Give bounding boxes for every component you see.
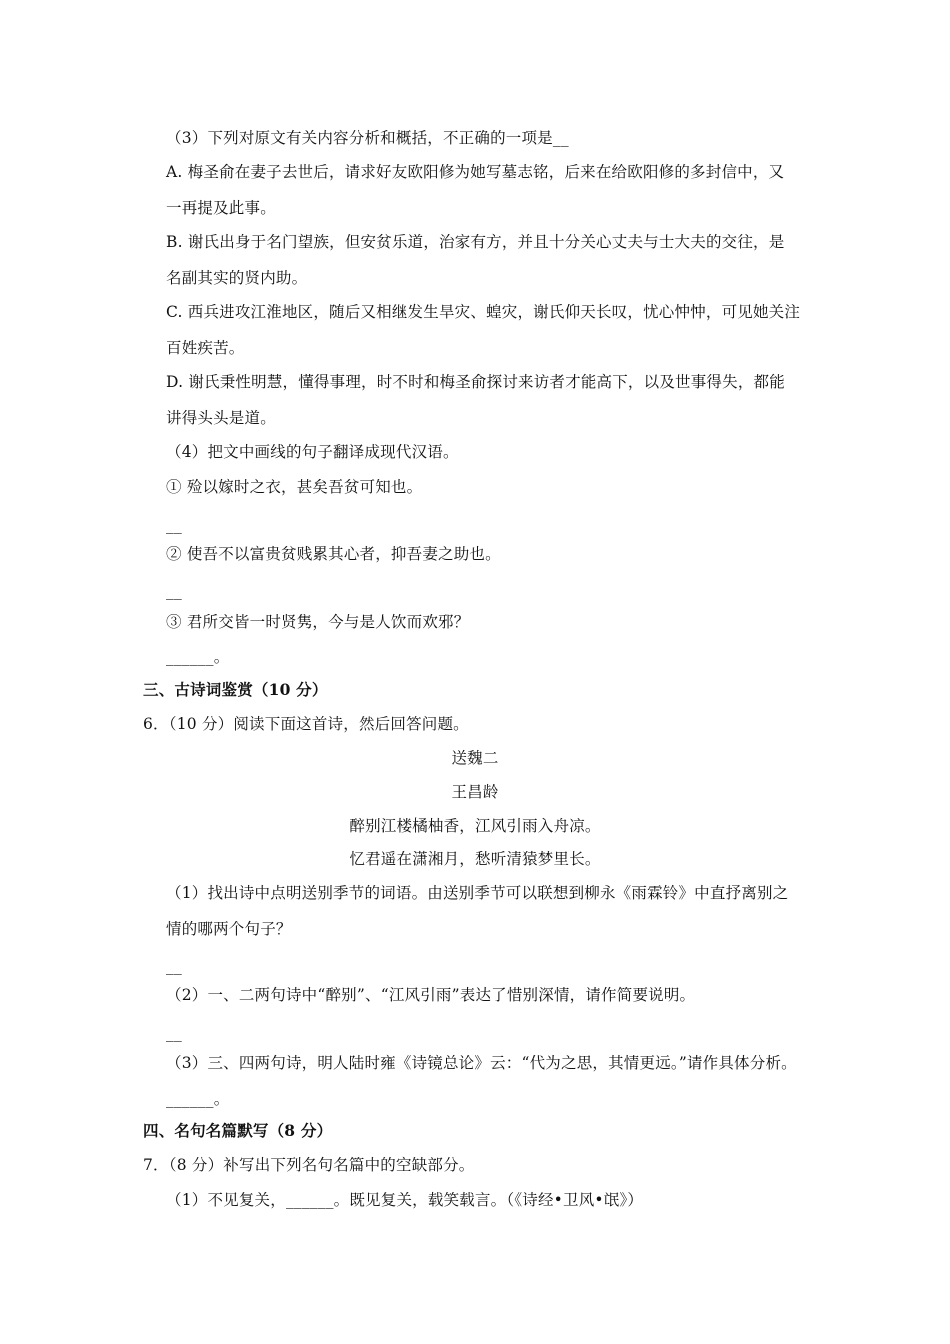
q6-sub3: （3）三、四两句诗，明人陆时雍《诗镜总论》云：“代为之思，其情更远。”请作具体分析。 xyxy=(166,1054,797,1072)
answer-blank: ______。 xyxy=(166,1090,230,1108)
q5-sub3-option-d-cont: 讲得头头是道。 xyxy=(166,409,276,427)
q5-sub3-option-b-cont: 名副其实的贤内助。 xyxy=(166,269,308,287)
q5-sub3-option-d: D. 谢氏秉性明慧，懂得事理，时不时和梅圣俞探讨来访者才能高下，以及世事得失，都能 xyxy=(166,373,785,391)
q5-sub4-stem: （4）把文中画线的句子翻译成现代汉语。 xyxy=(166,443,459,461)
q5-sub3-option-b: B. 谢氏出身于名门望族，但安贫乐道，治家有方，并且十分关心丈夫与士大夫的交往，是 xyxy=(166,233,785,251)
q6-sub1: （1）找出诗中点明送别季节的词语。由送别季节可以联想到柳永《雨霖铃》中直抒离别之 xyxy=(166,884,789,902)
poem-title: 送魏二 xyxy=(451,749,499,767)
q5-sub3-stem: （3）下列对原文有关内容分析和概括，不正确的一项是__ xyxy=(166,129,569,147)
poem-line-2: 忆君遥在潇湘月，愁听清猿梦里长。 xyxy=(349,850,601,868)
q5-sub3-option-a-cont: 一再提及此事。 xyxy=(166,199,276,217)
answer-blank: __ xyxy=(166,957,182,975)
poem-author: 王昌龄 xyxy=(451,783,499,801)
q5-sub3-option-a: A. 梅圣俞在妻子去世后，请求好友欧阳修为她写墓志铭，后来在给欧阳修的多封信中，又 xyxy=(166,163,785,181)
q7-stem: 7．（8 分）补写出下列名句名篇中的空缺部分。 xyxy=(143,1156,475,1174)
q5-sub4-sentence-2: ② 使吾不以富贵贫贱累其心者，抑吾妻之助也。 xyxy=(166,545,501,563)
q7-sub1: （1）不见复关，______。既见复关，载笑载言。（《诗经•卫风•氓》） xyxy=(166,1191,644,1209)
answer-blank: ______。 xyxy=(166,648,230,666)
q5-sub3-option-c: C. 西兵进攻江淮地区，随后又相继发生旱灾、蝗灾，谢氏仰天长叹，忧心忡忡，可见她关注 xyxy=(166,303,801,321)
section-4-heading: 四、名句名篇默写（8 分） xyxy=(143,1121,333,1140)
answer-blank: __ xyxy=(166,1024,182,1042)
section-3-heading: 三、古诗词鉴赏（10 分） xyxy=(143,680,328,699)
q5-sub3-option-c-cont: 百姓疾苦。 xyxy=(166,339,245,357)
answer-blank: __ xyxy=(166,582,182,600)
q6-sub2: （2）一、二两句诗中“醉别”、“江风引雨”表达了惜别深情，请作简要说明。 xyxy=(166,986,696,1004)
q6-sub1-cont: 情的哪两个句子？ xyxy=(166,920,292,938)
answer-blank: __ xyxy=(166,516,182,534)
q5-sub4-sentence-1: ① 殓以嫁时之衣，甚矣吾贫可知也。 xyxy=(166,478,423,496)
q5-sub4-sentence-3: ③ 君所交皆一时贤隽，今与是人饮而欢邪？ xyxy=(166,613,470,631)
poem-line-1: 醉别江楼橘柚香，江风引雨入舟凉。 xyxy=(349,817,601,835)
q6-stem: 6．（10 分）阅读下面这首诗，然后回答问题。 xyxy=(143,715,469,733)
